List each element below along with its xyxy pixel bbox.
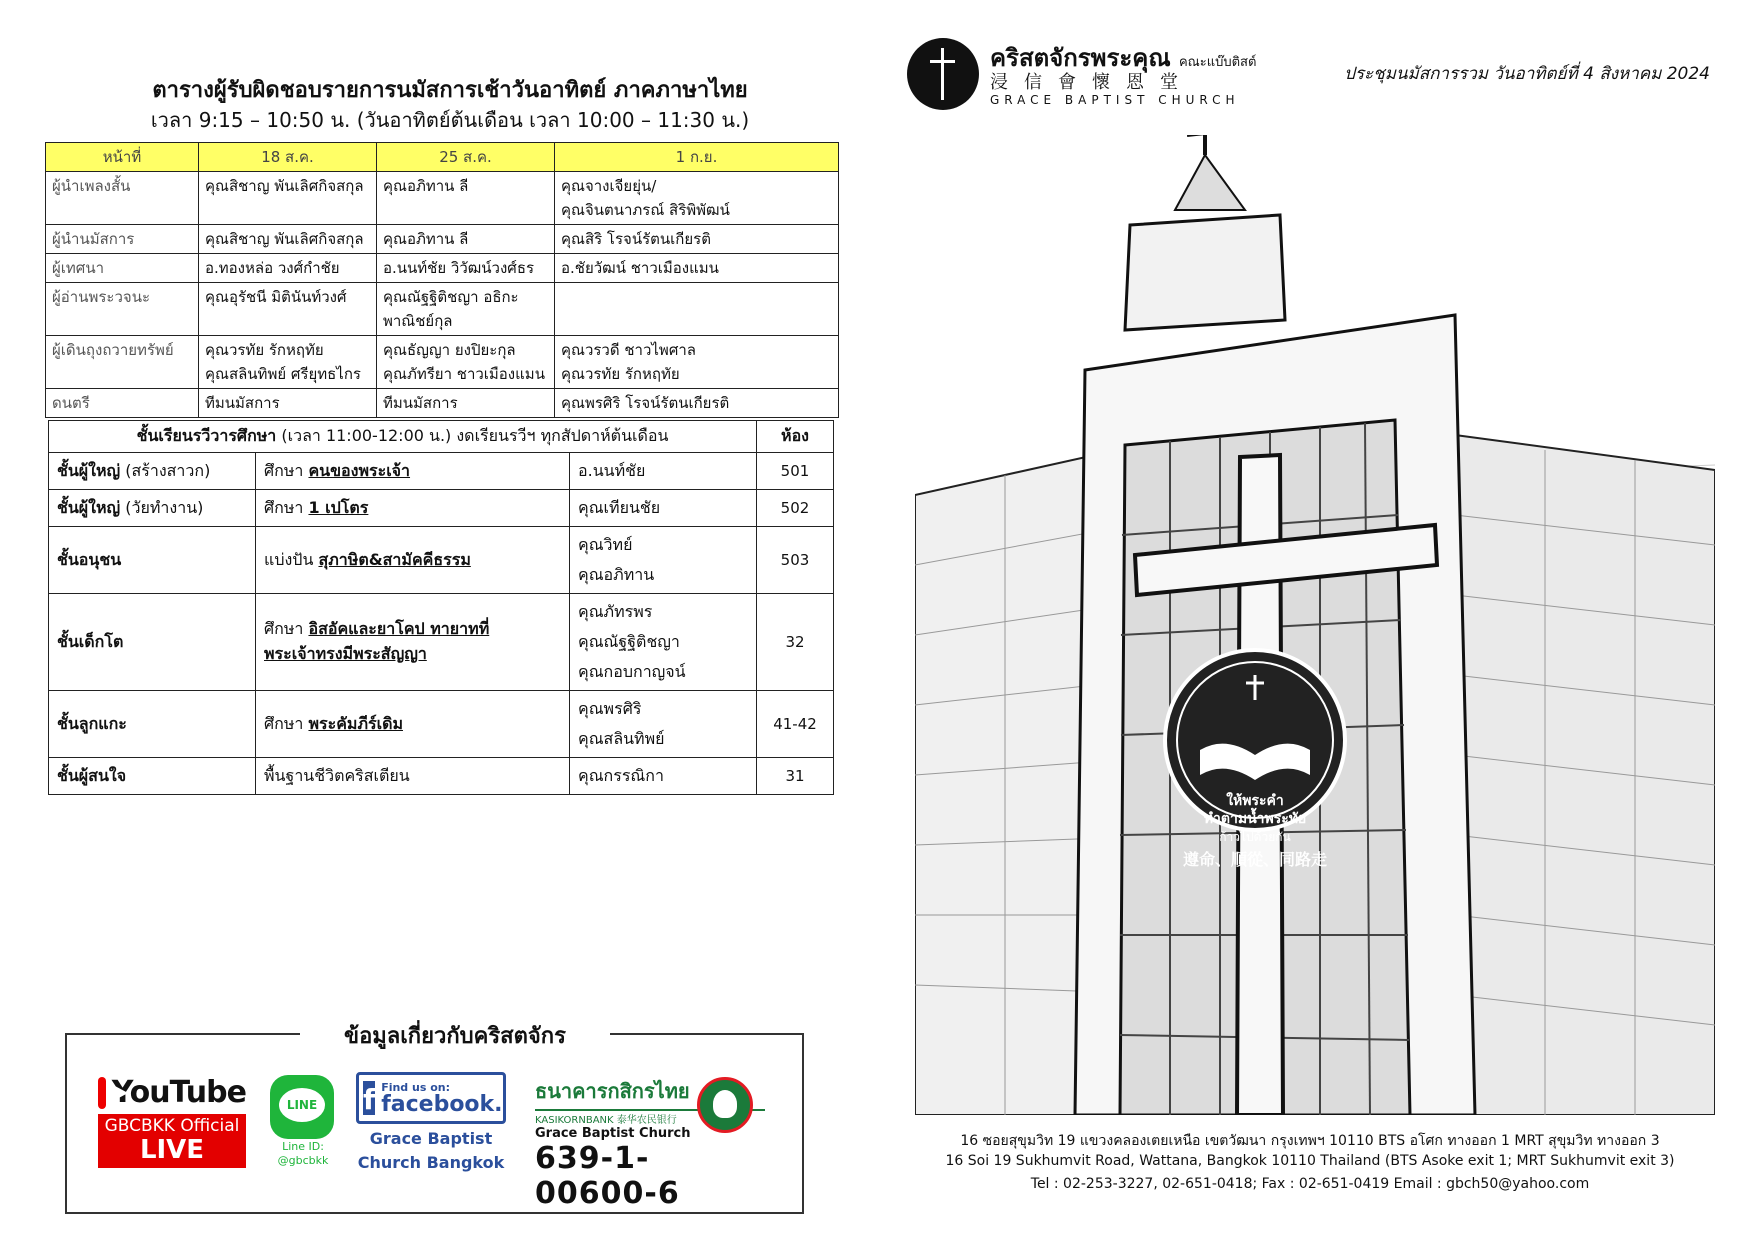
schedule-title: ตารางผู้รับผิดชอบรายการนมัสการเช้าวันอาทิตย์ ภาคภาษาไทย [152,78,748,103]
duty-cell: อ.ทองหล่อ วงศ์กำชัย [199,254,377,283]
class-topic [256,691,570,758]
duty-cell [199,336,377,389]
table-row [49,527,834,594]
youtube-live-banner [98,1114,246,1168]
duty-cell: อ.ชัยวัฒน์ ชาวเมืองแมน [555,254,839,283]
line-icon [270,1075,334,1139]
duty-cell: คุณอภิทาน ลี [377,172,555,225]
class-teacher [570,594,757,691]
topic-text: พระคัมภีร์เดิม [308,713,403,733]
duty-name: คุณวรทัย รักหฤทัย [561,365,680,383]
church-building-illustration [915,135,1715,1115]
facebook-wordmark: facebook. [381,1091,503,1117]
duty-cell: คุณสิริ โรจน์รัตนเกียรติ [555,225,839,254]
duty-cell [377,336,555,389]
church-name-chinese: 浸信會懷恩堂 [990,72,1194,93]
teacher-name: คุณกอบกาญจน์ [578,662,686,681]
facebook-badge [356,1072,506,1124]
line-logo-text: LINE [279,1088,325,1122]
schedule-subtitle: เวลา 9:15 – 10:50 น. (วันอาทิตย์ต้นเดือน เวลา 10:00 – 11:30 น.) [150,108,750,132]
room-header: ห้อง [757,421,834,453]
emblem-text-2: ทำตามน้ำพระทัย [1203,811,1307,827]
class-topic [256,527,570,594]
youtube-channel-name: GBCBKK Official [104,1116,240,1136]
line-block[interactable] [270,1075,336,1167]
facebook-page-name-2: Church Bangkok [357,1153,505,1172]
table-row [46,254,839,283]
class-room: 503 [757,527,834,594]
role-cell: ผู้นำเพลงสั้น [46,172,199,225]
duty-name: คุณวรทัย รักหฤทัย [205,341,324,359]
duty-name: คุณภัทรียา ชาวเมืองแมน [383,365,545,383]
class-name-note: (วัยทำงาน) [120,497,204,517]
facebook-page-name-1: Grace Baptist [369,1129,493,1148]
table-row [46,389,839,418]
youtube-wordmark: YouTube [111,1075,246,1110]
role-cell: ผู้เทศนา [46,254,199,283]
role-cell: ผู้อ่านพระวจนะ [46,283,199,336]
church-name-thai-text: คริสตจักรพระคุณ [990,44,1171,72]
topic-text: สุภาษิต&สามัคคีธรรม [318,549,471,569]
youtube-logo [98,1075,246,1110]
duty-cell: คุณพรศิริ โรจน์รัตนเกียรติ [555,389,839,418]
class-name-text: ชั้นผู้ใหญ่ [57,497,121,517]
emblem-text-1: ให้พระคำ [1226,793,1284,809]
topic-text: 1 เปโตร [308,497,369,517]
col-header-date-1: 18 ส.ค. [199,143,377,172]
class-name [49,453,256,490]
church-name-english: GRACE BAPTIST CHURCH [990,93,1240,107]
class-header [49,421,757,453]
class-teacher [570,527,757,594]
class-header-note: (เวลา 11:00-12:00 น.) งดเรียนรวีฯ ทุกสัปดาห์ต้นเดือน [276,426,669,445]
class-topic [256,594,570,691]
class-table-header [49,421,834,453]
table-row [49,594,834,691]
duty-cell: อ.นนท์ชัย วิวัฒน์วงศ์ธร [377,254,555,283]
church-name-thai-sub: คณะแบ๊บติสต์ [1178,55,1257,70]
facebook-icon: f [363,1083,376,1116]
topic-text: พระเจ้าทรงมีพระสัญญา [264,644,427,663]
facebook-text [381,1081,502,1116]
teacher-name: คุณภัทรพร [578,602,653,621]
duty-cell: คุณอุรัชนี มิตินันท์วงศ์ [199,283,377,336]
facebook-find-label: Find us on: [381,1080,451,1094]
table-row [49,758,834,795]
bank-name-en: KASIKORNBANK 泰华农民银行 [535,1109,765,1126]
class-room: 31 [757,758,834,795]
class-room: 32 [757,594,834,691]
table-row [46,225,839,254]
teacher-name: คุณอภิทาน [578,565,655,584]
teacher-name: คุณณัฐฐิติชญา [578,632,680,651]
class-name: ชั้นอนุชน [49,527,256,594]
role-cell: ผู้นำนมัสการ [46,225,199,254]
bank-name-thai: ธนาคารกสิกรไทย [535,1079,690,1103]
church-logo-icon [907,38,979,110]
line-id-handle: @gbcbkk [277,1154,329,1167]
duty-table [45,142,839,418]
table-row [49,453,834,490]
service-date: ประชุมนมัสการรวม วันอาทิตย์ที่ 4 สิงหาคม 2024 [1344,64,1710,84]
bank-account-name: Grace Baptist Church [535,1126,691,1141]
bank-account-number: 639-1-00600-6 [535,1141,680,1211]
duty-name: คุณธัญญา ยงปิยะกุล [383,341,516,359]
role-cell: ผู้เดินถุงถวายทรัพย์ [46,336,199,389]
duty-name: คุณวรวดี ชาวไพศาล [561,341,696,359]
col-header-role: หน้าที่ [46,143,199,172]
duty-name: คุณจินตนาภรณ์ สิริพิพัฒน์ [561,201,730,219]
table-row [49,490,834,527]
class-teacher: คุณเทียนชัย [570,490,757,527]
class-name [49,490,256,527]
duty-cell: คุณสิชาญ พันเลิศกิจสกุล [199,172,377,225]
kasikorn-logo-icon [697,1077,753,1133]
duty-name: คุณจางเจียยุ่น/ [561,177,657,195]
facebook-block[interactable] [356,1072,506,1172]
class-name-text: ชั้นผู้ใหญ่ [57,460,121,480]
table-row [46,336,839,389]
class-teacher: คุณกรรณิกา [570,758,757,795]
church-info-title: ข้อมูลเกี่ยวกับคริสตจักร [300,1018,610,1053]
class-teacher: อ.นนท์ชัย [570,453,757,490]
duty-cell [555,172,839,225]
class-name-note: (สร้างสาวก) [120,460,211,480]
duty-cell: คุณสิชาญ พันเลิศกิจสกุล [199,225,377,254]
table-row [46,172,839,225]
class-teacher [570,691,757,758]
class-topic: พื้นฐานชีวิตคริสเตียน [256,758,570,795]
teacher-name: คุณพรศิริ [578,699,642,718]
emblem-text-3: ก้าวไปด้วยกัน [1219,830,1291,844]
class-topic [256,453,570,490]
topic-prefix: แบ่งปัน [264,549,319,569]
address-thai: 16 ซอยสุขุมวิท 19 แขวงคลองเตยเหนือ เขตวัฒนา กรุงเทพฯ 10110 BTS อโศก ทางออก 1 MRT สุขุมวิท ทางออก 3 [960,1133,1660,1149]
youtube-block[interactable] [98,1075,246,1168]
role-cell: ดนตรี [46,389,199,418]
topic-prefix: ศึกษา [264,713,309,733]
youtube-live-label: LIVE [139,1135,205,1165]
class-name: ชั้นผู้สนใจ [49,758,256,795]
duty-table-header [46,143,839,172]
class-room: 41-42 [757,691,834,758]
duty-cell: ทีมนมัสการ [377,389,555,418]
line-id-label: Line ID: [282,1140,324,1153]
col-header-date-2: 25 ส.ค. [377,143,555,172]
emblem-text-cn: 遵命、順從、同路走 [1182,850,1328,869]
duty-cell: ทีมนมัสการ [199,389,377,418]
duty-cell: คุณณัฐฐิติชญา อธิกะพาณิชย์กุล [377,283,555,336]
topic-text: อิสอัคและยาโคป ทายาทที่ [308,619,490,638]
teacher-name: คุณวิทย์ [578,535,633,554]
teacher-name: คุณสลินทิพย์ [578,729,665,748]
col-header-date-3: 1 ก.ย. [555,143,839,172]
address-english: 16 Soi 19 Sukhumvit Road, Wattana, Bangkok 10110 Thailand (BTS Asoke exit 1; MRT Sukhumvit exit 3) [945,1153,1675,1169]
class-topic [256,490,570,527]
youtube-play-icon [98,1077,106,1109]
class-name: ชั้นลูกแกะ [49,691,256,758]
class-header-title: ชั้นเรียนรวีวารศึกษา [136,426,277,445]
class-name: ชั้นเด็กโต [49,594,256,691]
topic-prefix: ศึกษา [264,497,309,517]
bank-block [535,1075,765,1211]
class-room: 502 [757,490,834,527]
sunday-school-table [48,420,834,795]
contact-info: Tel : 02-253-3227, 02-651-0418; Fax : 02-651-0419 Email : gbch50@yahoo.com [1030,1176,1590,1192]
topic-prefix: ศึกษา [264,460,309,480]
duty-cell [555,283,839,336]
duty-cell: คุณอภิทาน ลี [377,225,555,254]
duty-name: คุณสลินทิพย์ ศรียุทธไกร [205,365,361,383]
class-room: 501 [757,453,834,490]
table-row [46,283,839,336]
topic-prefix: ศึกษา [264,619,309,638]
topic-text: คนของพระเจ้า [308,460,411,480]
table-row [49,691,834,758]
duty-cell [555,336,839,389]
